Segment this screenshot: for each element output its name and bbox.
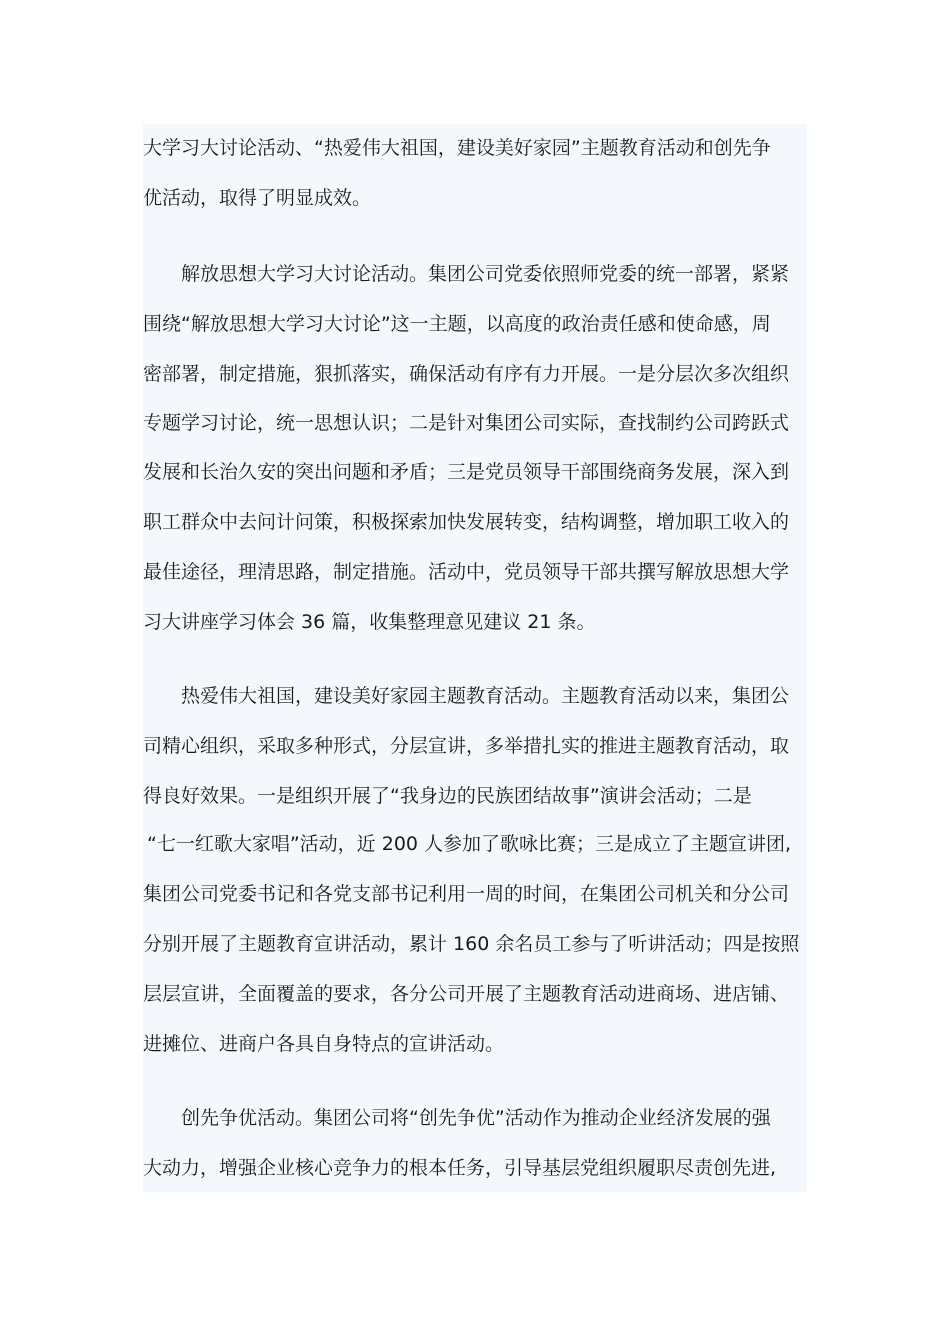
paragraph-line: 职工群众中去问计问策，积极探索加快发展转变，结构调整，增加职工收入的 (143, 511, 790, 533)
paragraph-line: 进摊位、进商户各具自身特点的宣讲活动。 (143, 1033, 505, 1055)
paragraph-line: 创先争优活动。集团公司将“创先争优”活动作为推动企业经济发展的强 (181, 1107, 771, 1129)
paragraph-line: 习大讲座学习体会 36 篇，收集整理意见建议 21 条。 (143, 611, 596, 633)
paragraph-line: 发展和长治久安的突出问题和矛盾；三是党员领导干部围绕商务发展，深入到 (143, 461, 790, 483)
paragraph-line: 热爱伟大祖国，建设美好家园主题教育活动。主题教育活动以来，集团公 (181, 685, 790, 707)
paragraph-line: 司精心组织，采取多种形式，分层宣讲，多举措扎实的推进主题教育活动，取 (143, 735, 790, 757)
paragraph-line: 最佳途径，理清思路，制定措施。活动中，党员领导干部共撰写解放思想大学 (143, 561, 790, 583)
paragraph-line: 分别开展了主题教育宣讲活动，累计 160 余名员工参与了听讲活动；四是按照 (143, 933, 800, 955)
paragraph-line: 解放思想大学习大讨论活动。集团公司党委依照师党委的统一部署，紧紧 (181, 263, 790, 285)
paragraph-line: “七一红歌大家唱”活动，近 200 人参加了歌咏比赛；三是成立了主题宣讲团, (147, 833, 792, 855)
paragraph-line: 围绕“解放思想大学习大讨论”这一主题，以高度的政治责任感和使命感，周 (143, 313, 771, 335)
paragraph-line: 大动力，增强企业核心竞争力的根本任务，引导基层党组织履职尽责创先进, (143, 1157, 777, 1179)
paragraph-line: 集团公司党委书记和各党支部书记利用一周的时间，在集团公司机关和分公司 (143, 883, 790, 905)
paragraph-line: 得良好效果。一是组织开展了“我身边的民族团结故事”演讲会活动；二是 (143, 785, 752, 807)
paragraph-line: 密部署，制定措施，狠抓落实，确保活动有序有力开展。一是分层次多次组织 (143, 363, 790, 385)
paragraph-line: 大学习大讨论活动、“热爱伟大祖国，建设美好家园”主题教育活动和创先争 (143, 137, 771, 159)
paragraph-line: 优活动，取得了明显成效。 (143, 187, 372, 209)
paragraph-line: 专题学习讨论，统一思想认识；二是针对集团公司实际，查找制约公司跨跃式 (143, 412, 790, 434)
paragraph-line: 层层宣讲，全面覆盖的要求，各分公司开展了主题教育活动进商场、进店铺、 (143, 983, 790, 1005)
document-text-block (143, 124, 807, 1192)
